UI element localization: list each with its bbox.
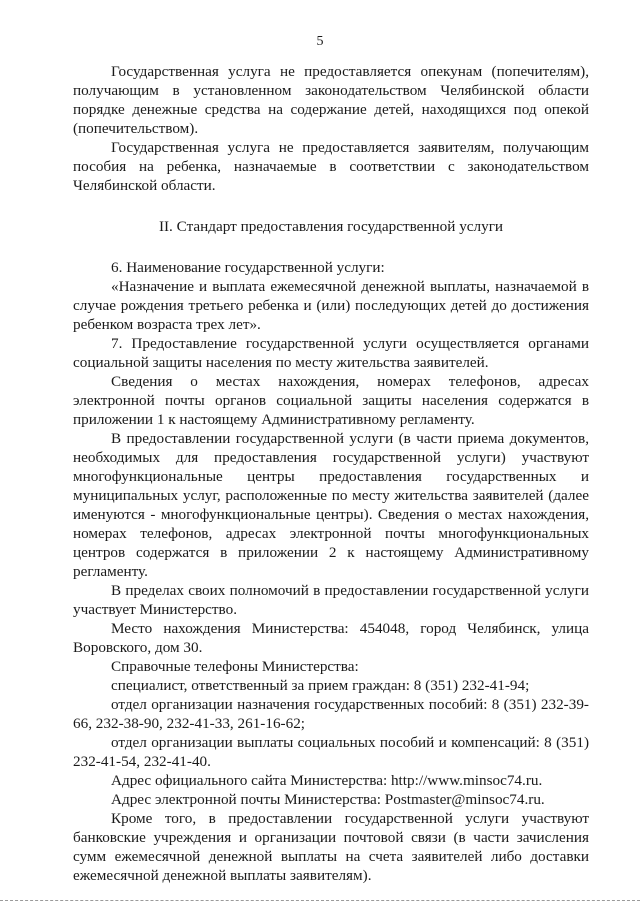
paragraph-service-name-label: 6. Наименование государственной услуги:: [111, 259, 385, 276]
paragraph-banks-post: Кроме того, в предоставлении государственной услуги участвуют банковские учреждения и организации почтовой связи (в части зачисления сумм ежемесячной денежной выплаты на счета заявителей либо доставки ежемесячной денежной выплаты заявителям).: [73, 810, 589, 884]
paragraph-phone-payments-dept: отдел организации выплаты социальных пособий и компенсаций: 8 (351) 232-41-54, 232-41-40.: [73, 734, 589, 770]
paragraph-mfc: В предоставлении государственной услуги (в части приема документов, необходимых для предоставления государственной услуги) участвуют многофункциональные центры предоставления государственных и муниципальных услуг, расположенные по месту жительства заявителей (далее именуются - многофункциональные центры). Сведения о местах нахождения, номерах телефонов, адресах электронной почты многофункциональных центров содержатся в приложении 2 к настоящему Административному регламенту.: [73, 430, 589, 580]
paragraph-service-name: «Назначение и выплата ежемесячной денежной выплаты, назначаемой в случае рождения третьего ребенка и (или) последующих детей до достижения ребенком возраста трех лет».: [73, 278, 589, 333]
paragraph-ministry-participation: В пределах своих полномочий в предоставлении государственной услуги участвует Министерство.: [73, 582, 589, 618]
paragraph-child-benefits: Государственная услуга не предоставляется заявителям, получающим пособия на ребенка, назначаемые в соответствии с законодательством Челябинской области.: [73, 139, 589, 194]
paragraph-phone-allowances-dept: отдел организации назначения государственных пособий: 8 (351) 232-39-66, 232-38-90, 232-41-33, 261-16-62;: [73, 696, 589, 732]
paragraph-provider: 7. Предоставление государственной услуги осуществляется органами социальной защиты населения по месту жительства заявителей.: [73, 335, 589, 371]
section-heading: II. Стандарт предоставления государственной услуги: [158, 218, 504, 235]
paragraph-guardians: Государственная услуга не предоставляется опекунам (попечителям), получающим в установленном законодательством Челябинской области порядке денежные средства на содержание детей, находящихся под опекой (попечительством).: [73, 63, 589, 137]
document-body: [73, 62, 589, 885]
paragraph-email: Адрес электронной почты Министерства: Postmaster@minsoc74.ru.: [111, 791, 545, 808]
page-number: 5: [316, 34, 324, 49]
paragraph-website: Адрес официального сайта Министерства: http://www.minsoc74.ru.: [111, 772, 543, 789]
paragraph-phone-specialist: специалист, ответственный за прием граждан: 8 (351) 232-41-94;: [111, 677, 530, 694]
paragraph-phones-label: Справочные телефоны Министерства:: [111, 658, 359, 675]
page-bottom-divider: [0, 900, 640, 901]
paragraph-ministry-address: Место нахождения Министерства: 454048, город Челябинск, улица Воровского, дом 30.: [73, 620, 589, 656]
paragraph-contacts-appendix-1: Сведения о местах нахождения, номерах телефонов, адресах электронной почты органов социальной защиты населения содержатся в приложении 1 к настоящему Административному регламенту.: [73, 373, 589, 428]
